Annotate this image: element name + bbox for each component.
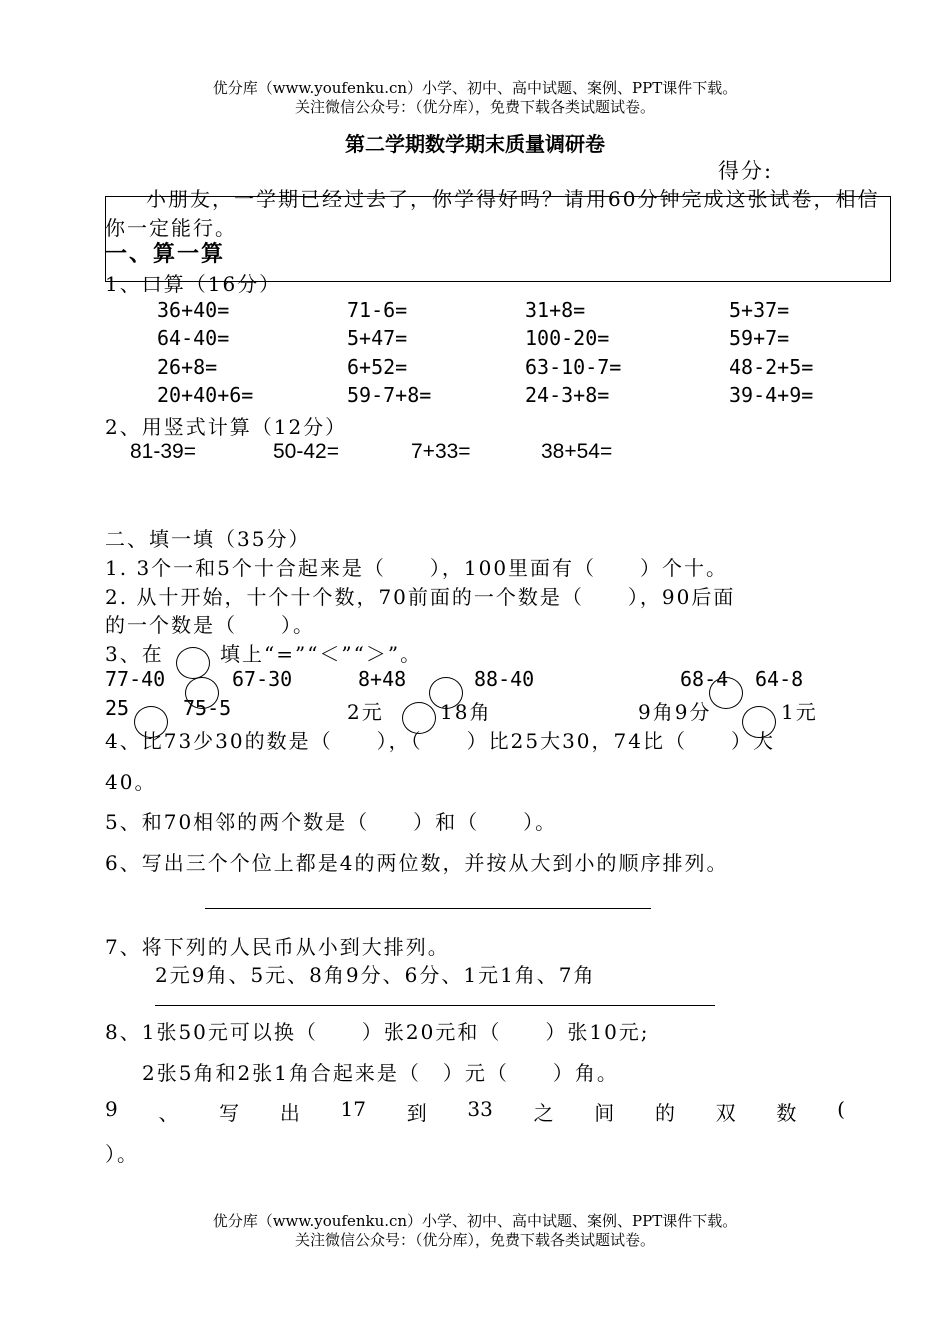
compare-item: 9角9分 [638, 700, 712, 724]
header-line-1: 优分库（www.youfenku.cn）小学、初中、高中试题、案例、PPT课件下载。 [212, 79, 738, 97]
fill-q2-line-2: 的一个数是（ ）。 [105, 613, 315, 637]
header-line-2: 关注微信公众号：（优分库），免费下载各类试题试卷。 [294, 98, 655, 116]
oral-item: 24-3+8= [525, 383, 610, 407]
compare-item: 64-8 [755, 667, 804, 691]
vertical-item: 38+54= [541, 440, 613, 463]
compare-item: 25 [105, 696, 130, 720]
q9-word: 33 [467, 1097, 493, 1121]
oral-item: 48-2+5= [729, 355, 814, 379]
fill-q5: 5、和70相邻的两个数是（ ）和（ ）。 [105, 810, 558, 834]
oral-item: 71-6= [347, 298, 408, 322]
vertical-item: 50-42= [273, 440, 339, 463]
compare-item: 75-5 [183, 696, 232, 720]
fill-q1: 1. 3个一和5个十合起来是（ ），100里面有（ ）个十。 [105, 556, 729, 580]
compare-item: 2元 [347, 700, 384, 724]
fill-q9-line-2: ）。 [105, 1142, 139, 1166]
fill-q3-suffix: 填上“=”“＜”“＞”。 [220, 642, 423, 666]
section-2-heading: 二、填一填（35分） [105, 527, 311, 551]
oral-item: 59+7= [729, 326, 790, 350]
q9-word: 之 [533, 1101, 554, 1125]
fill-q7-items: 2元9角、5元、8角9分、6分、1元1角、7角 [155, 963, 596, 987]
answer-line[interactable] [205, 908, 651, 909]
footer-line-1: 优分库（www.youfenku.cn）小学、初中、高中试题、案例、PPT课件下载。 [212, 1212, 738, 1230]
compare-circle-icon[interactable] [176, 647, 210, 679]
fill-q4-line-2: 40。 [105, 770, 157, 794]
compare-item: 77-40 [105, 667, 166, 691]
q9-word: 间 [594, 1101, 615, 1125]
oral-item: 63-10-7= [525, 355, 622, 379]
footer-line-2: 关注微信公众号：（优分库），免费下载各类试题试卷。 [294, 1231, 655, 1249]
score-label: 得分: [718, 159, 774, 183]
q9-word: 、 [158, 1101, 179, 1125]
fill-q4-line-1: 4、比73少30的数是（ ），（ ）比25大30，74比（ ）大 [105, 729, 775, 753]
compare-circle-icon[interactable] [429, 677, 463, 709]
compare-circle-icon[interactable] [709, 677, 743, 709]
q9-word: 的 [654, 1101, 675, 1125]
page-title: 第二学期数学期末质量调研卷 [345, 132, 605, 156]
oral-item: 6+52= [347, 355, 408, 379]
q9-word: ( [837, 1097, 845, 1121]
q9-word: 写 [219, 1101, 240, 1125]
fill-q8-line-1: 8、1张50元可以换（ ）张20元和（ ）张10元; [105, 1020, 650, 1044]
oral-item: 39-4+9= [729, 383, 814, 407]
oral-item: 64-40= [157, 326, 230, 350]
compare-circle-icon[interactable] [185, 677, 219, 709]
section-1-heading: 一、算一算 [105, 241, 226, 267]
oral-item: 31+8= [525, 298, 586, 322]
fill-q6: 6、写出三个个位上都是4的两位数，并按从大到小的顺序排列。 [105, 851, 729, 875]
compare-item: 1元 [781, 700, 818, 724]
compare-item: 88-40 [474, 667, 535, 691]
oral-item: 26+8= [157, 355, 218, 379]
oral-item: 100-20= [525, 326, 610, 350]
q1-title: 1、口算（16分） [105, 272, 282, 296]
q9-word: 9 [105, 1097, 118, 1121]
oral-item: 59-7+8= [347, 383, 432, 407]
oral-item: 5+47= [347, 326, 408, 350]
fill-q2-line-1: 2. 从十开始，十个十个数，70前面的一个数是（ ），90后面 [105, 585, 736, 609]
compare-item: 18角 [440, 700, 492, 724]
compare-item: 68-4 [680, 667, 729, 691]
q9-word: 到 [406, 1101, 427, 1125]
compare-item: 8+48 [358, 667, 407, 691]
q9-word: 17 [340, 1097, 366, 1121]
q9-word: 数 [776, 1101, 797, 1125]
oral-item: 5+37= [729, 298, 790, 322]
fill-q3-prefix: 3、在 [105, 642, 164, 666]
fill-q9-line-1 [105, 1097, 845, 1126]
q2-title: 2、用竖式计算（12分） [105, 415, 348, 439]
q9-word: 出 [279, 1101, 300, 1125]
answer-line[interactable] [155, 1005, 715, 1006]
intro-line-2: 你一定能行。 [105, 216, 237, 240]
q9-word: 双 [715, 1101, 736, 1125]
oral-item: 20+40+6= [157, 383, 254, 407]
vertical-item: 81-39= [130, 440, 196, 463]
fill-q7-title: 7、将下列的人民币从小到大排列。 [105, 935, 450, 959]
oral-item: 36+40= [157, 298, 230, 322]
vertical-item: 7+33= [411, 440, 471, 463]
fill-q8-line-2: 2张5角和2张1角合起来是（ ）元（ ）角。 [142, 1061, 619, 1085]
intro-line-1: 小朋友，一学期已经过去了，你学得好吗？请用60分钟完成这张试卷，相信 [146, 187, 880, 211]
compare-item: 67-30 [232, 667, 293, 691]
